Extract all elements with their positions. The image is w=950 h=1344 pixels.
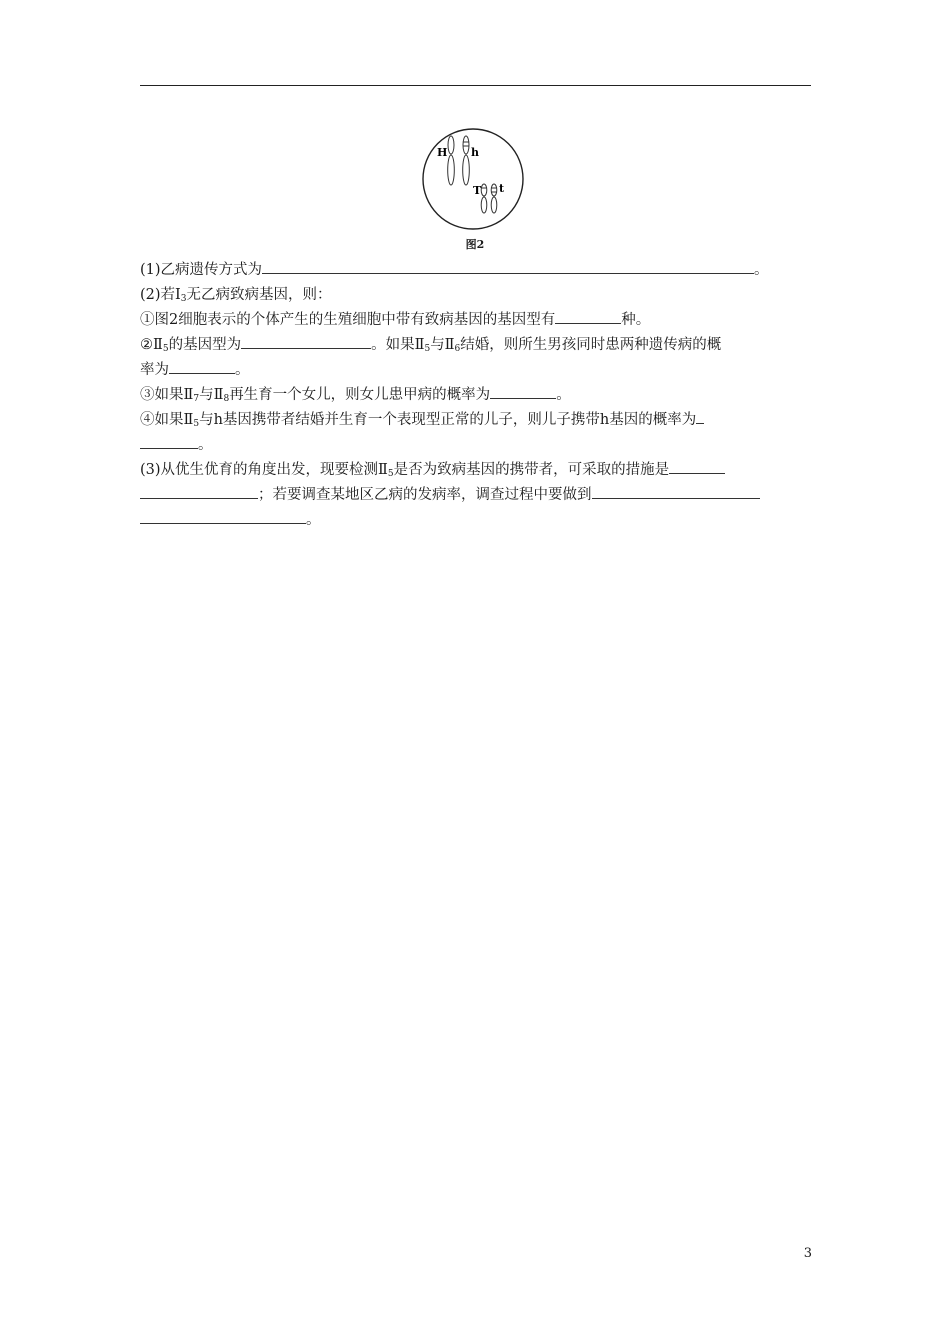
answer-blank-2-2b[interactable]: [169, 358, 235, 374]
question-3-cont: ；若要调查某地区乙病的发病率，调查过程中要做到: [140, 483, 811, 508]
chromosome-h: [463, 136, 470, 185]
question-2-part-2-cont: 率为 。: [140, 358, 811, 383]
label-t: t: [499, 182, 505, 195]
label-T: T: [473, 184, 482, 197]
answer-blank-3d[interactable]: [140, 508, 306, 524]
answer-blank-2-4b[interactable]: [140, 433, 198, 449]
chromosome-t: [491, 184, 497, 213]
question-1: (1)乙病遗传方式为 。: [140, 258, 811, 283]
figure-caption: 图2: [465, 238, 485, 251]
page-number: 3: [803, 1246, 812, 1261]
cell-svg: [415, 128, 535, 236]
answer-blank-2-3[interactable]: [490, 383, 556, 399]
question-2-part-4: ④如果$Ⅱ_5$与h基因携带者结婚并生育一个表现型正常的儿子，则儿子携带h基因的概率为: [140, 408, 811, 433]
question-2-part-4-cont: 。: [140, 433, 811, 458]
question-content: [140, 258, 811, 533]
answer-blank-1[interactable]: [262, 258, 754, 274]
question-3-cont-2: 。: [140, 508, 811, 533]
chromosome-T: [481, 184, 487, 213]
question-3: (3)从优生优育的角度出发，现要检测$Ⅱ_5$是否为致病基因的携带者，可采取的措施是: [140, 458, 811, 483]
header-rule: [140, 85, 811, 86]
question-2-part-2: $②Ⅱ_5$的基因型为 。如果$Ⅱ_5$与$Ⅱ_6$结婚，则所生男孩同时患两种遗传病的概: [140, 333, 811, 358]
label-h: h: [471, 146, 479, 159]
question-2-part-3: ③如果$Ⅱ_7$与$Ⅱ_8$再生育一个女儿，则女儿患甲病的概率为 。: [140, 383, 811, 408]
answer-blank-3a[interactable]: [669, 458, 725, 474]
answer-blank-2-4a[interactable]: [696, 408, 704, 424]
answer-blank-3b[interactable]: [140, 483, 258, 499]
label-H: H: [437, 146, 448, 159]
chromosome-H: [448, 136, 455, 185]
figure-2-cell-diagram: [415, 128, 535, 258]
answer-blank-2-2a[interactable]: [241, 333, 371, 349]
question-2-part-1: ①图2细胞表示的个体产生的生殖细胞中带有致病基因的基因型有 种。: [140, 308, 811, 333]
question-2-intro: (2)若$Ⅰ_3$无乙病致病基因，则：: [140, 287, 332, 304]
answer-blank-2-1[interactable]: [555, 308, 621, 324]
answer-blank-3c[interactable]: [592, 483, 760, 499]
cell-membrane: [423, 129, 523, 229]
